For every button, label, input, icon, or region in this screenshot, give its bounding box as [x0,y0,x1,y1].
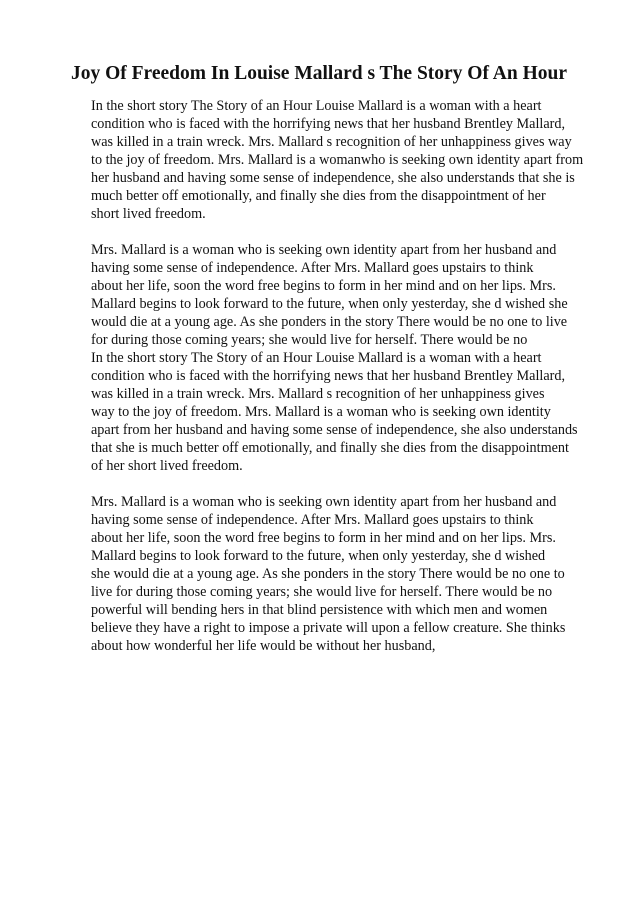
text-line: of her short lived freedom. [91,458,243,474]
text-line: Mallard begins to look forward to the future, when only yesterday, she d wished [91,548,546,564]
text-line: condition who is faced with the horrifying news that her husband Brentley Mallard, [91,368,565,384]
document-title: Joy Of Freedom In Louise Mallard s The Story Of An Hour [70,63,567,84]
text-line: having some sense of independence. After Mrs. Mallard goes upstairs to think [91,512,534,528]
text-line: for during those coming years; she would live for herself. There would be no [91,332,528,348]
document-body [91,97,611,673]
text-line: that she is much better off emotionally, and finally she dies from the disappointment [91,440,569,456]
text-line: about her life, soon the word free begins to form in her mind and on her lips. Mrs. [91,530,556,546]
paragraph-1 [91,97,611,223]
text-line: live for during those coming years; she would live for herself. There would be no [91,584,553,600]
text-line: apart from her husband and having some sense of independence, she also understands [91,422,578,438]
text-line: way to the joy of freedom. Mrs. Mallard is a woman who is seeking own identity [91,404,551,420]
text-line: Mallard begins to look forward to the future, when only yesterday, she d wished she [91,296,568,312]
text-line: she would die at a young age. As she ponders in the story There would be no one to [91,566,565,582]
text-line: powerful will bending hers in that blind persistence with which men and women [91,602,548,618]
text-line: condition who is faced with the horrifying news that her husband Brentley Mallard, [91,116,565,132]
text-line: In the short story The Story of an Hour Louise Mallard is a woman with a heart [91,350,542,366]
text-line: short lived freedom. [91,206,206,222]
text-line: was killed in a train wreck. Mrs. Mallard s recognition of her unhappiness gives [91,386,545,402]
text-line: much better off emotionally, and finally she dies from the disappointment of her [91,188,546,204]
text-line: about how wonderful her life would be without her husband, [91,638,436,654]
text-line: about her life, soon the word free begins to form in her mind and on her lips. Mrs. [91,278,556,294]
text-line: was killed in a train wreck. Mrs. Mallard s recognition of her unhappiness gives way [91,134,572,150]
text-line: In the short story The Story of an Hour Louise Mallard is a woman with a heart [91,98,542,114]
text-line: believe they have a right to impose a private will upon a fellow creature. She thinks [91,620,566,636]
text-line: having some sense of independence. After Mrs. Mallard goes upstairs to think [91,260,534,276]
paragraph-3 [91,493,611,655]
text-line: would die at a young age. As she ponders in the story There would be no one to live [91,314,568,330]
paragraph-2 [91,241,611,475]
text-line: Mrs. Mallard is a woman who is seeking own identity apart from her husband and [91,242,557,258]
text-line: Mrs. Mallard is a woman who is seeking own identity apart from her husband and [91,494,557,510]
text-line: to the joy of freedom. Mrs. Mallard is a womanwho is seeking own identity apart from [91,152,584,168]
text-line: her husband and having some sense of independence, she also understands that she is [91,170,575,186]
